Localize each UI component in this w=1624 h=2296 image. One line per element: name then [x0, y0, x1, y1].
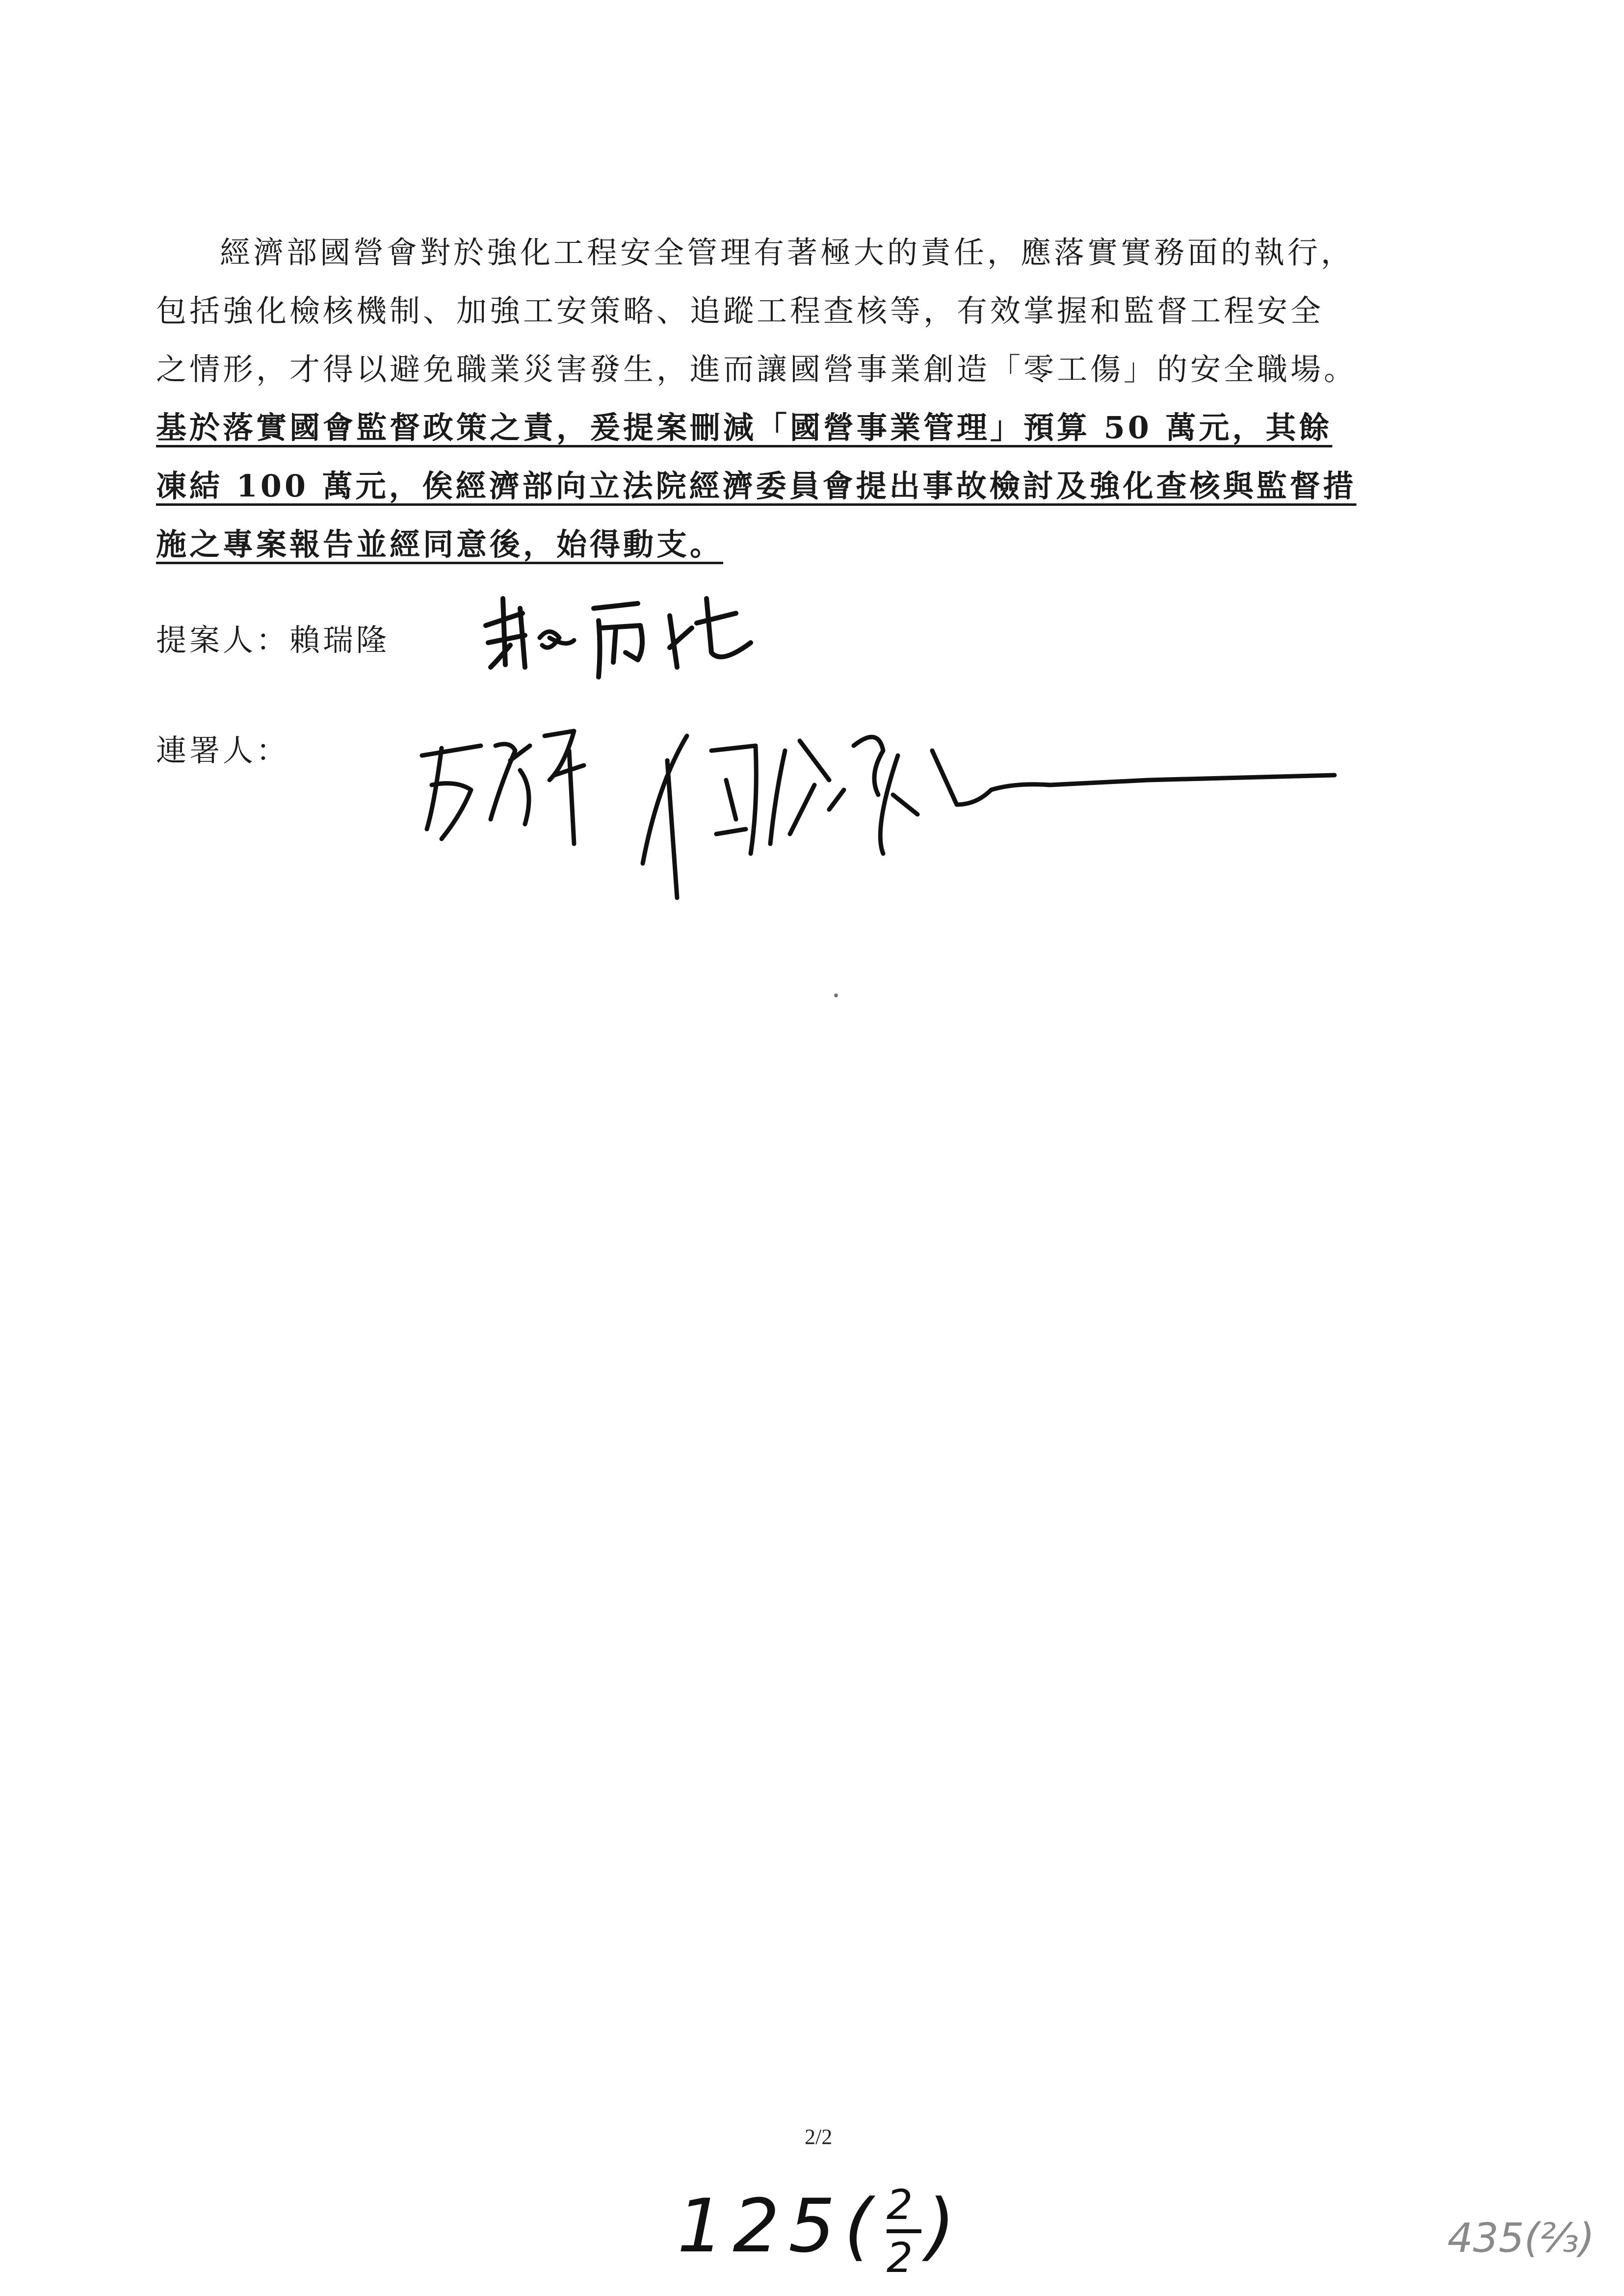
fraction-bottom: 2 [886, 2234, 922, 2282]
handwritten-reference [677, 2181, 964, 2282]
handwritten-fraction [886, 2181, 922, 2282]
scan-speck [834, 993, 838, 997]
page-number: 2/2 [805, 2125, 833, 2149]
cosigner-signature [412, 706, 1344, 913]
fraction-bar [887, 2229, 921, 2233]
stamp-number: 435(⅔) [1447, 2215, 1595, 2262]
resolution-line: 凍結 100 萬元，俟經濟部向立法院經濟委員會提出事故檢討及強化查核與監督措 [156, 468, 1357, 504]
paragraph-line: 包括強化檢核機制、加強工安策略、追蹤工程查核等，有效掌握和監督工程安全 [156, 293, 1324, 329]
fraction-top: 2 [886, 2181, 922, 2229]
handwritten-reference-main: 125( [677, 2184, 882, 2270]
proposer-signature [476, 579, 770, 687]
resolution-line: 施之專案報告並經同意後，始得動支。 [156, 526, 724, 562]
paragraph-line: 經濟部國營會對於強化工程安全管理有著極大的責任，應落實實務面的執行， [220, 235, 1355, 270]
handwritten-reference-close: ) [926, 2184, 964, 2270]
proposer-label: 提案人：賴瑞隆 [156, 622, 390, 658]
resolution-line: 基於落實國會監督政策之責，爰提案刪減「國營事業管理」預算 50 萬元，其餘 [156, 410, 1333, 445]
cosigner-label: 連署人： [156, 732, 290, 768]
paragraph-line: 之情形，才得以避免職業災害發生，進而讓國營事業創造「零工傷」的安全職場。 [156, 351, 1358, 387]
proposal-body [156, 223, 1491, 574]
